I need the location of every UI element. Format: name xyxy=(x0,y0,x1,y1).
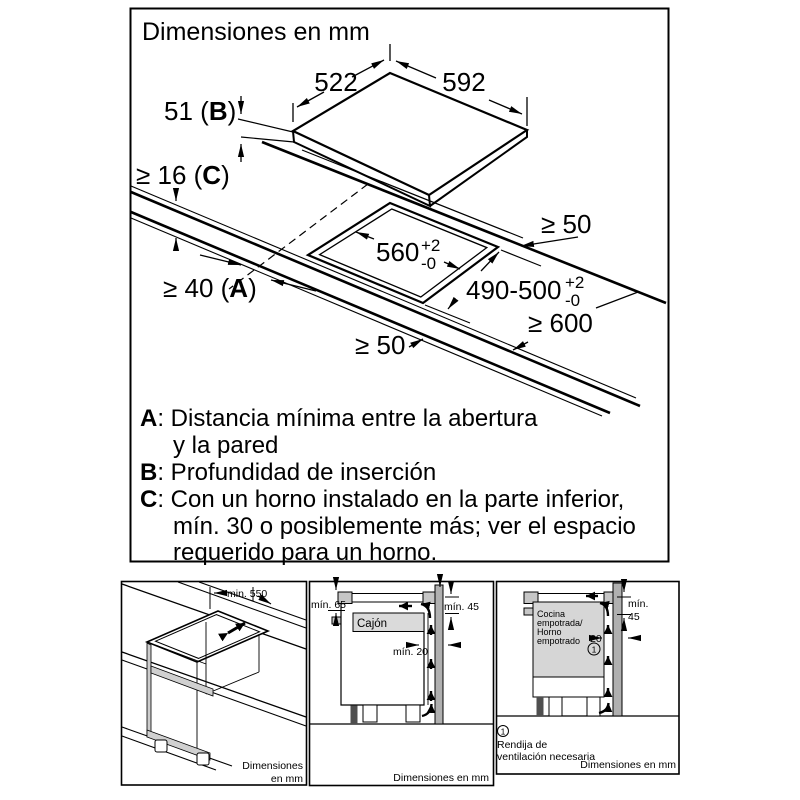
cabinet-leg-left xyxy=(549,697,562,716)
oven-label-3: Horno xyxy=(537,627,562,637)
dim-560-tol-minus: -0 xyxy=(421,254,437,273)
legend-line-c1: C: Con un horno instalado en la parte inferior, xyxy=(140,486,625,513)
dim-560-label: 560 xyxy=(376,237,420,267)
dim-min550-label: min. 550 xyxy=(227,588,268,600)
cabinet-leg-right xyxy=(406,705,420,722)
panel-middle-drawer-section xyxy=(310,582,494,786)
plinth-section xyxy=(537,697,544,716)
dim-50-back-label: ≥ 50 xyxy=(541,209,592,239)
legend-line-c2: mín. 30 o posiblemente más; ver el espacio xyxy=(173,513,636,540)
oven-label-4: empotrado xyxy=(537,636,581,646)
legend-line-a1: A: Distancia mínima entre la abertura xyxy=(140,405,538,432)
worktop-back-strip xyxy=(423,592,435,604)
dim-490-500-label: 490-500 xyxy=(466,275,562,305)
dim-min45-label: mín. 45 xyxy=(444,601,480,613)
cabinet-foot-left xyxy=(155,740,167,752)
legend-line-c3: requerido para un horno. xyxy=(173,539,438,566)
callout-number: 1 xyxy=(591,644,597,655)
dim-600-label: ≥ 600 xyxy=(528,308,593,338)
dim-20-label: 20 xyxy=(590,633,602,645)
dim-490-500-tol-minus: -0 xyxy=(565,291,581,310)
main-installation-diagram xyxy=(131,9,669,567)
panel-middle-caption: Dimensiones en mm xyxy=(393,772,489,784)
panel-left-caption-2: en mm xyxy=(270,773,303,785)
note-line-1: Rendija de xyxy=(497,739,548,751)
cabinet-left-edge xyxy=(147,643,151,738)
note-callout-number: 1 xyxy=(500,726,506,737)
dim-522-label: 522 xyxy=(314,67,358,97)
dim-min65-label: mín. 65 xyxy=(311,599,347,611)
wall-section xyxy=(613,583,622,716)
dim-45-label: 45 xyxy=(628,611,640,623)
dim-40A-label: ≥ 40 (A) xyxy=(163,273,257,303)
cabinet-leg-right xyxy=(587,697,600,716)
panel-left-isometric-cabinet xyxy=(122,582,307,786)
worktop-section xyxy=(352,594,423,603)
panel-left-caption-1: Dimensiones xyxy=(242,760,303,772)
dim-560-tol-plus: +2 xyxy=(421,236,441,255)
worktop-section xyxy=(538,594,604,603)
plinth-section xyxy=(351,706,358,725)
panel-right-oven-section xyxy=(497,582,680,775)
wall-section xyxy=(435,585,443,724)
main-diagram-title: Dimensiones en mm xyxy=(142,18,370,46)
legend-line-b: B: Profundidad de inserción xyxy=(140,459,437,486)
dim-490-500-tol-plus: +2 xyxy=(565,273,585,292)
dim-16C-label: ≥ 16 (C) xyxy=(136,160,230,190)
panel-right-caption: Dimensiones en mm xyxy=(580,759,676,771)
worktop-back-strip xyxy=(604,592,613,604)
drawer-label: Cajón xyxy=(357,618,388,630)
legend-line-a2: y la pared xyxy=(173,432,279,459)
note-line-2: ventilación necesaria xyxy=(497,751,596,763)
dim-51B-label: 51 (B) xyxy=(164,96,237,126)
cabinet-base xyxy=(533,677,604,697)
dim-min-label: mín. xyxy=(628,598,649,610)
dim-592-label: 592 xyxy=(442,67,486,97)
dim-min20-label: mín. 20 xyxy=(393,646,429,658)
oven-label-2: empotrada/ xyxy=(537,618,583,628)
dim-50-front-label: ≥ 50 xyxy=(355,330,406,360)
cabinet-foot-right xyxy=(197,753,209,765)
cabinet-leg-left xyxy=(363,705,377,722)
oven-label-1: Cocina xyxy=(537,609,566,619)
junction-box xyxy=(524,608,533,615)
